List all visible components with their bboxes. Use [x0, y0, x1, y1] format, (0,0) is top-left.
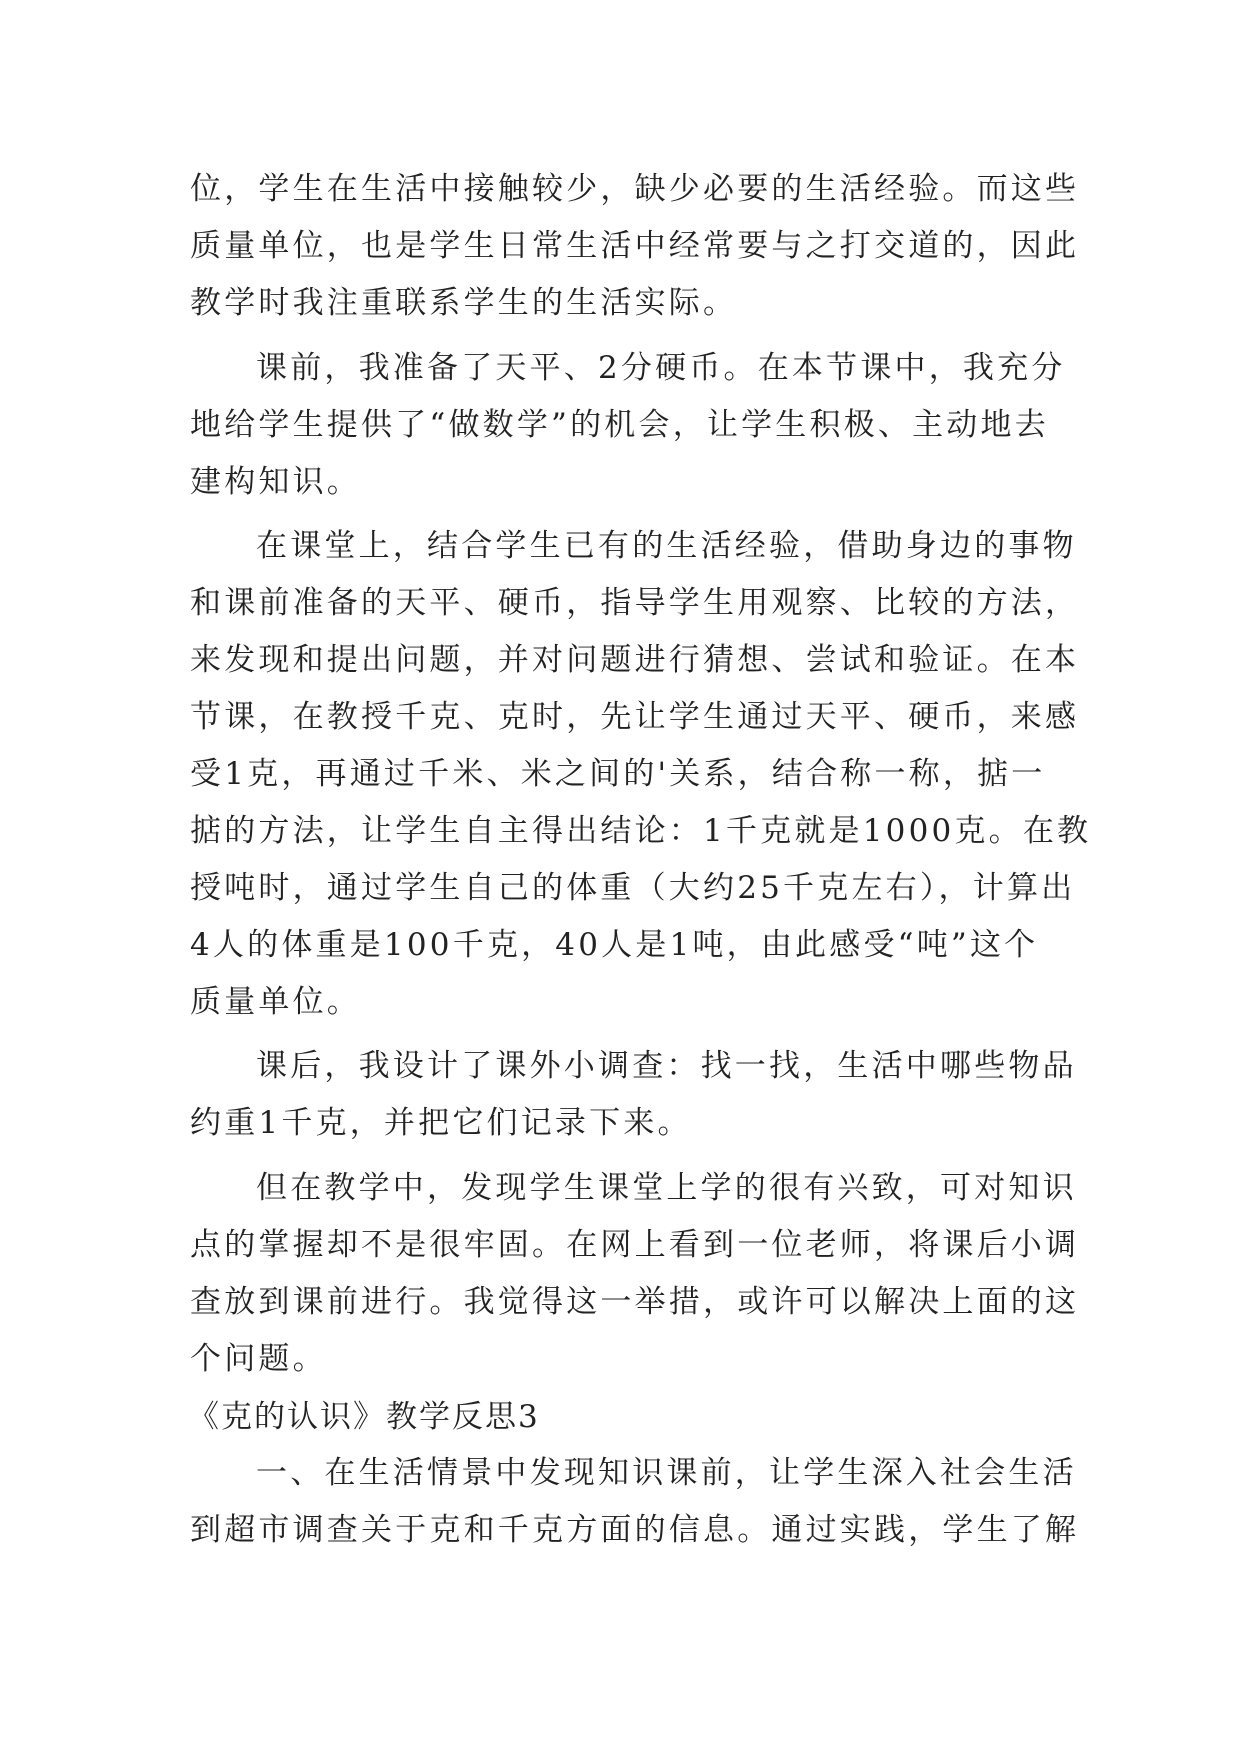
text-line: 到超市调查关于克和千克方面的信息。通过实践，学生了解 — [190, 1512, 1080, 1548]
text-line: 质量单位，也是学生日常生活中经常要与之打交道的，因此 — [190, 228, 1080, 264]
text-line: 地给学生提供了“做数学”的机会，让学生积极、主动地去 — [190, 407, 1049, 443]
text-line: 位，学生在生活中接触较少，缺少必要的生活经验。而这些 — [190, 171, 1080, 207]
text-line: 但在教学中，发现学生课堂上学的很有兴致，可对知识 — [256, 1170, 1077, 1206]
text-line: 来发现和提出问题，并对问题进行猜想、尝试和验证。在本 — [190, 642, 1080, 678]
text-line: 授吨时，通过学生自己的体重（大约25千克左右），计算出 — [190, 870, 1076, 906]
text-line: 和课前准备的天平、硬币，指导学生用观察、比较的方法， — [190, 585, 1080, 621]
text-line: 建构知识。 — [190, 464, 361, 500]
text-line: 查放到课前进行。我觉得这一举措，或许可以解决上面的这 — [190, 1284, 1080, 1320]
text-line: 约重1千克，并把它们记录下来。 — [190, 1105, 692, 1141]
text-line: 教学时我注重联系学生的生活实际。 — [190, 285, 738, 321]
section-heading: 《克的认识》教学反思3 — [188, 1399, 540, 1435]
text-line: 4人的体重是100千克，40人是1吨，由此感受“吨”这个 — [190, 927, 1039, 963]
text-line: 受1克，再通过千米、米之间的'关系，结合称一称，掂一 — [190, 756, 1046, 792]
text-line: 点的掌握却不是很牢固。在网上看到一位老师，将课后小调 — [190, 1227, 1080, 1263]
text-line: 质量单位。 — [190, 984, 361, 1020]
text-line: 掂的方法，让学生自主得出结论：1千克就是1000克。在教 — [190, 813, 1092, 849]
text-line: 课后，我设计了课外小调查：找一找，生活中哪些物品 — [256, 1048, 1077, 1084]
text-line: 在课堂上，结合学生已有的生活经验，借助身边的事物 — [256, 528, 1077, 564]
text-line: 课前，我准备了天平、2分硬币。在本节课中，我充分 — [256, 350, 1066, 386]
text-line: 个问题。 — [190, 1341, 327, 1377]
text-line: 节课，在教授千克、克时，先让学生通过天平、硬币，来感 — [190, 699, 1080, 735]
text-line: 一、在生活情景中发现知识课前，让学生深入社会生活 — [256, 1455, 1077, 1491]
